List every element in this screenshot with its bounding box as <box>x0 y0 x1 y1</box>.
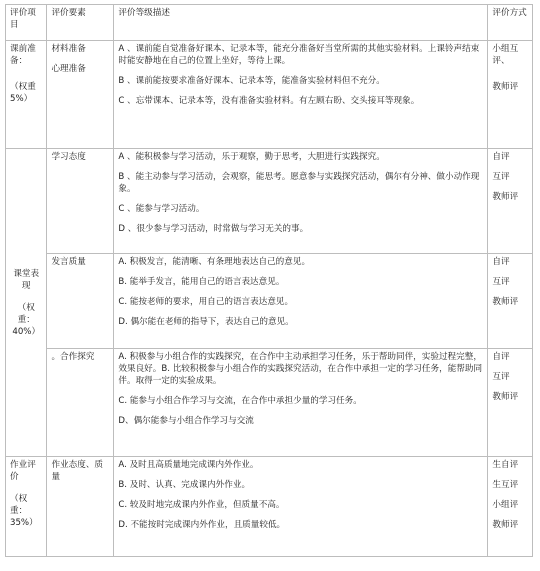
header-item: 评价项目 <box>6 5 47 41</box>
desc-speaking <box>114 254 488 349</box>
row-prep <box>6 41 533 149</box>
desc-homework-b: B. 及时、认真、完成课内外作业。 <box>118 480 251 490</box>
desc-attitude-c: C 、能参与学习活动。 <box>118 204 205 214</box>
desc-coop <box>114 349 488 457</box>
method-speaking-3: 教师评 <box>492 297 519 307</box>
method-homework <box>488 457 533 557</box>
category-prep-name: 课前准备： <box>10 44 36 66</box>
method-coop-1: 自评 <box>492 352 510 362</box>
desc-homework-d: D. 不能按时完成课内外作业，且质量较低。 <box>118 520 286 530</box>
category-prep-weight: （权重5%） <box>10 82 36 104</box>
element-prep <box>47 41 114 149</box>
category-prep <box>6 41 47 149</box>
header-method: 评价方式 <box>488 5 533 41</box>
desc-prep <box>114 41 488 149</box>
method-prep-1: 小组互评、 <box>492 44 519 66</box>
category-homework-name: 作业评价 <box>10 460 36 482</box>
desc-homework-c: C. 较及时地完成课内外作业，但质量不高。 <box>118 500 285 510</box>
method-speaking-1: 自评 <box>492 257 510 267</box>
desc-speaking-b: B. 能举手发言，能用自己的语言表达意见。 <box>118 277 285 287</box>
desc-prep-c: C 、忘带课本、记录本等，没有准备实验材料。有左顾右盼、交头接耳等现象。 <box>118 96 420 106</box>
method-coop-3: 教师评 <box>492 392 519 402</box>
method-attitude <box>488 149 533 254</box>
desc-prep-a: A 、课前能自觉准备好课本、记录本等，能充分准备好当堂所需的其他实验材料。上课铃声结束时能安静地在自己的位置上坐好，等待上课。 <box>118 44 480 66</box>
desc-coop-ab: A. 积极参与小组合作的实践探究，在合作中主动承担学习任务，乐于帮助同伴，实验过程完整，效果良好。B. 比较积极参与小组合作的实践探究活动，在合作中承担一定的学习任务，能帮助同伴。取得一定的实验成果。 <box>118 352 483 386</box>
desc-coop-d: D、偶尔能参与小组合作学习与交流 <box>118 416 254 426</box>
category-classroom-name: 课堂表现 <box>13 268 40 291</box>
method-homework-2: 生互评 <box>492 480 519 490</box>
desc-speaking-c: C. 能按老师的要求，用自己的语言表达意见。 <box>118 297 294 307</box>
method-speaking-2: 互评 <box>492 277 510 287</box>
row-homework <box>6 457 533 557</box>
element-speaking: 发言质量 <box>47 254 114 349</box>
element-prep-2: 心理准备 <box>51 64 86 74</box>
method-attitude-3: 教师评 <box>492 192 519 202</box>
method-homework-3: 小组评 <box>492 500 519 510</box>
desc-homework <box>114 457 488 557</box>
category-homework <box>6 457 47 557</box>
method-coop <box>488 349 533 457</box>
row-attitude <box>6 149 533 254</box>
category-homework-weight: （权重：35%） <box>10 494 38 528</box>
method-attitude-1: 自评 <box>492 152 510 162</box>
method-speaking <box>488 254 533 349</box>
desc-speaking-a: A. 积极发言，能清晰、有条理地表达自己的意见。 <box>118 257 311 267</box>
method-homework-1: 生自评 <box>492 460 519 470</box>
header-element: 评价要素 <box>47 5 114 41</box>
header-row <box>6 5 533 41</box>
element-prep-1: 材料准备 <box>51 44 86 54</box>
desc-attitude-d: D 、很少参与学习活动，时常做与学习无关的事。 <box>118 224 309 234</box>
desc-attitude-a: A 、能积极参与学习活动，乐于观察，勤于思考，大胆进行实践探究。 <box>118 152 385 162</box>
header-desc: 评价等级描述 <box>114 5 488 41</box>
row-speaking <box>6 254 533 349</box>
desc-speaking-d: D. 偶尔能在老师的指导下，表达自己的意见。 <box>118 317 294 327</box>
element-attitude: 学习态度 <box>47 149 114 254</box>
method-prep-2: 教师评 <box>492 82 519 92</box>
method-attitude-2: 互评 <box>492 172 510 182</box>
method-homework-4: 教师评 <box>492 520 519 530</box>
evaluation-table <box>5 4 533 557</box>
method-coop-2: 互评 <box>492 372 510 382</box>
element-homework: 作业态度、质量 <box>47 457 114 557</box>
method-prep <box>488 41 533 149</box>
desc-prep-b: B 、课前能按要求准备好课本、记录本等，能准备实验材料但不充分。 <box>118 76 385 86</box>
desc-coop-c: C. 能参与小组合作学习与交流，在合作中承担少量的学习任务。 <box>118 396 362 406</box>
element-coop: 。合作探究 <box>47 349 114 457</box>
desc-attitude-b: B 、能主动参与学习活动，会观察，能思考。愿意参与实践探究活动，偶尔有分神、做小动作现象。 <box>118 172 480 194</box>
category-classroom <box>6 149 47 457</box>
desc-attitude <box>114 149 488 254</box>
desc-homework-a: A. 及时且高质量地完成课内外作业。 <box>118 460 259 470</box>
category-classroom-weight: （权重：40%） <box>12 302 41 337</box>
row-coop <box>6 349 533 457</box>
